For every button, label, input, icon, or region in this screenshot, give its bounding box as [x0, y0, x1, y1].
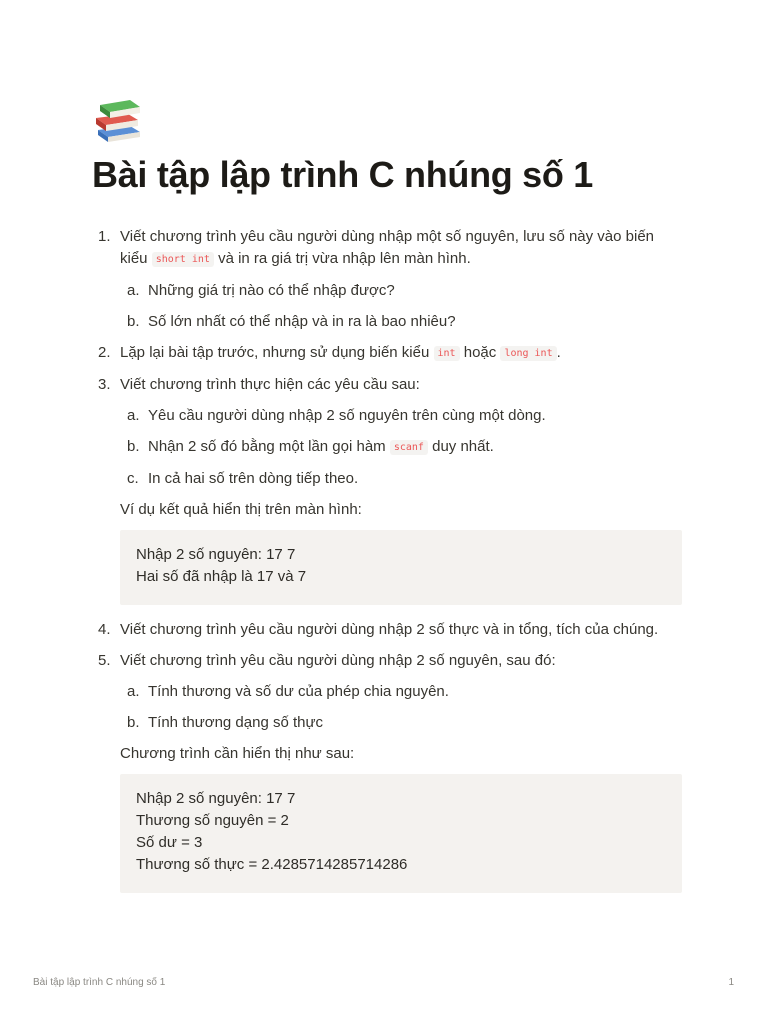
sub-item-letter: a. [127, 683, 140, 700]
item-text: Lặp lại bài tập trước, nhưng sử dụng biến kiểu int hoặc long int . [120, 344, 561, 361]
example-label: Ví dụ kết quả hiển thị trên màn hình: [120, 501, 362, 518]
sub-item [120, 280, 682, 302]
item-number: 5. [98, 652, 111, 669]
code-line: Nhập 2 số nguyên: 17 7 [136, 546, 296, 563]
item-number: 2. [98, 344, 111, 361]
page-number: 1 [728, 977, 734, 988]
sub-item-letter: a. [127, 407, 140, 424]
sub-item-letter: b. [127, 438, 140, 455]
inline-code: long int [500, 346, 556, 361]
code-block [120, 774, 682, 893]
inline-code: int [434, 346, 460, 361]
exercise-list [92, 226, 682, 907]
item-number: 1. [98, 228, 111, 245]
books-icon [94, 96, 144, 144]
sub-item [120, 468, 682, 490]
footer-title: Bài tập lập trình C nhúng số 1 [33, 977, 166, 988]
code-line: Hai số đã nhập là 17 và 7 [136, 568, 307, 585]
item-text: Viết chương trình thực hiện các yêu cầu sau: [120, 376, 420, 393]
inline-code: short int [152, 252, 214, 267]
sub-item-letter: b. [127, 313, 140, 330]
sub-item-text: Tính thương dạng số thực [148, 714, 324, 731]
sub-item-letter: a. [127, 282, 140, 299]
item-text: Viết chương trình yêu cầu người dùng nhập 2 số nguyên, sau đó: [120, 652, 556, 669]
sub-item [120, 311, 682, 333]
sub-item [120, 681, 682, 703]
code-line: Thương số thực = 2.4285714285714286 [136, 856, 408, 873]
sub-item [120, 712, 682, 734]
inline-code: scanf [390, 440, 428, 455]
sub-item-letter: c. [127, 470, 139, 487]
sub-item-text: Nhận 2 số đó bằng một lần gọi hàm scanf duy nhất. [148, 438, 494, 455]
code-line: Nhập 2 số nguyên: 17 7 [136, 790, 296, 807]
code-line: Thương số nguyên = 2 [136, 812, 289, 829]
sub-item-text: Tính thương và số dư của phép chia nguyên. [148, 683, 449, 700]
sub-item-text: Những giá trị nào có thể nhập được? [148, 282, 395, 299]
item-text: Viết chương trình yêu cầu người dùng nhập một số nguyên, lưu số này vào biến kiểu short int và in ra giá trị vừa nhập lên màn hình. [120, 228, 655, 267]
item-number: 3. [98, 376, 111, 393]
code-block [120, 530, 682, 605]
list-item [92, 374, 682, 396]
sub-item-text: In cả hai số trên dòng tiếp theo. [148, 470, 359, 487]
item-text: Viết chương trình yêu cầu người dùng nhập 2 số thực và in tổng, tích của chúng. [120, 621, 659, 638]
sub-item-text: Yêu cầu người dùng nhập 2 số nguyên trên cùng một dòng. [148, 407, 546, 424]
list-item [92, 342, 682, 365]
list-item [92, 226, 682, 271]
sub-item [120, 436, 682, 459]
list-item [92, 650, 682, 672]
sub-item-text: Số lớn nhất có thể nhập và in ra là bao nhiêu? [148, 313, 456, 330]
page-title: Bài tập lập trình C nhúng số 1 [92, 154, 594, 195]
item-number: 4. [98, 621, 111, 638]
example-label: Chương trình cần hiển thị như sau: [120, 745, 355, 762]
sub-item [120, 405, 682, 427]
code-line: Số dư = 3 [136, 834, 203, 851]
list-item [92, 619, 682, 641]
sub-item-letter: b. [127, 714, 140, 731]
